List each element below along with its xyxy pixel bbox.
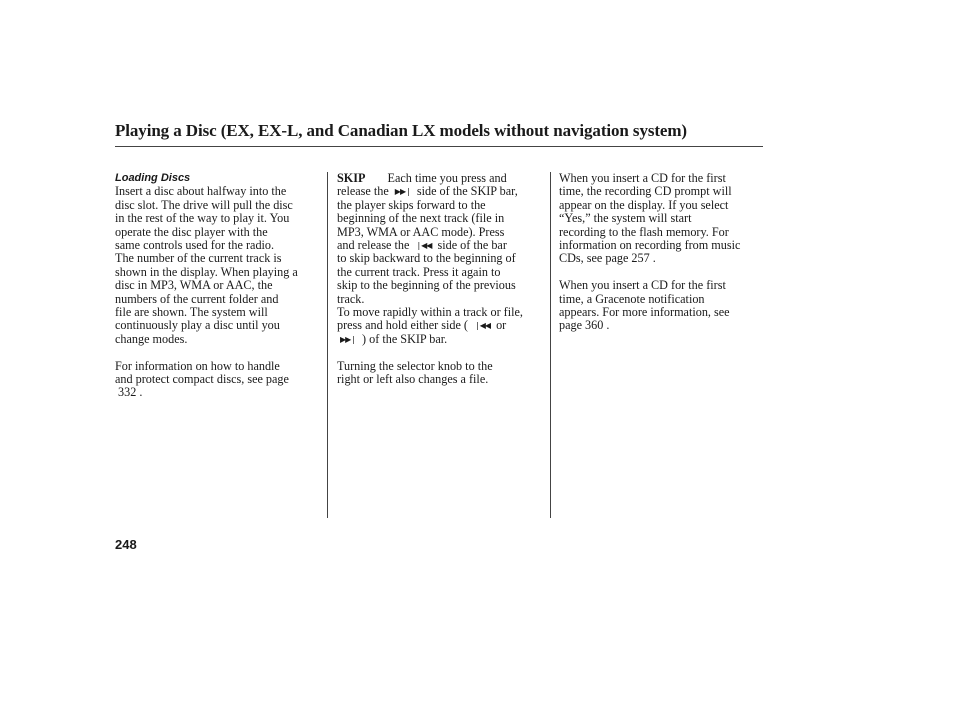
- text-line: disc in MP3, WMA or AAC, the: [115, 278, 273, 293]
- text-line: appear on the display. If you select: [559, 197, 729, 212]
- text-line: file are shown. The system will: [115, 305, 268, 320]
- text-line: recording to the flash memory. For: [559, 224, 729, 239]
- text-line: right or left also changes a file.: [337, 372, 489, 387]
- text-line: numbers of the current folder and: [115, 291, 279, 306]
- text-line: information on recording from music: [559, 238, 741, 253]
- text-line: operate the disc player with the: [115, 224, 268, 239]
- column-divider-1: [327, 172, 328, 518]
- text-line: time, a Gracenote notification: [559, 291, 705, 306]
- loading-discs-heading: Loading Discs: [115, 172, 191, 184]
- column-2: [337, 172, 545, 386]
- page-reference-360[interactable]: page 360 .: [559, 318, 610, 333]
- text-line: track.: [337, 291, 365, 306]
- text-line: time, the recording CD prompt will: [559, 184, 732, 199]
- text-line: appears. For more information, see: [559, 305, 730, 320]
- text-line: To move rapidly within a track or file,: [337, 305, 523, 320]
- text-line: Insert a disc about halfway into the: [115, 184, 287, 199]
- text-line: Turning the selector knob to the: [337, 358, 493, 373]
- text-line: beginning of the next track (file in: [337, 211, 505, 226]
- text-line: and protect compact discs, see page: [115, 372, 289, 387]
- text-line: release the ▶▶❘ side of the SKIP bar,: [337, 184, 518, 199]
- text-line: continuously play a disc until you: [115, 318, 280, 333]
- text-line: SKIP Each time you press and: [337, 171, 507, 185]
- text-line: and release the ❘◀◀ side of the bar: [337, 238, 507, 253]
- skip-back-icon: ❘◀◀: [474, 321, 491, 331]
- skip-forward-icon: ▶▶❘: [339, 334, 356, 344]
- text-line: same controls used for the radio.: [115, 238, 275, 253]
- text-line: “Yes,” the system will start: [559, 211, 692, 226]
- page-reference-257[interactable]: CDs, see page 257 .: [559, 251, 656, 266]
- text-line: the current track. Press it again to: [337, 264, 501, 279]
- text-line: MP3, WMA or AAC mode). Press: [337, 224, 505, 239]
- text-line: When you insert a CD for the first: [559, 278, 726, 293]
- text-line: skip to the beginning of the previous: [337, 278, 516, 293]
- page-number: 248: [115, 537, 137, 552]
- text-line: disc slot. The drive will pull the disc: [115, 197, 293, 212]
- text-line: change modes.: [115, 331, 188, 346]
- text-line: The number of the current track is: [115, 251, 282, 266]
- text-line: the player skips forward to the: [337, 197, 486, 212]
- column-3: [559, 172, 764, 333]
- page-title: Playing a Disc (EX, EX-L, and Canadian LX models without navigation system): [115, 121, 687, 140]
- column-1: [115, 172, 320, 400]
- text-line: in the rest of the way to play it. You: [115, 211, 290, 226]
- text-line: When you insert a CD for the first: [559, 171, 726, 185]
- text-line: For information on how to handle: [115, 358, 280, 373]
- page-reference-332[interactable]: 332 .: [115, 385, 143, 400]
- text-line: shown in the display. When playing a: [115, 264, 298, 279]
- column-divider-2: [550, 172, 551, 518]
- text-line: to skip backward to the beginning of: [337, 251, 516, 266]
- title-rule: [115, 146, 763, 147]
- skip-forward-icon: ▶▶❘: [394, 187, 411, 197]
- text-line: press and hold either side ( ❘◀◀ or: [337, 318, 507, 333]
- text-line: ▶▶❘ ) of the SKIP bar.: [337, 333, 545, 346]
- skip-back-icon: ❘◀◀: [415, 241, 432, 251]
- skip-label: SKIP: [337, 171, 366, 185]
